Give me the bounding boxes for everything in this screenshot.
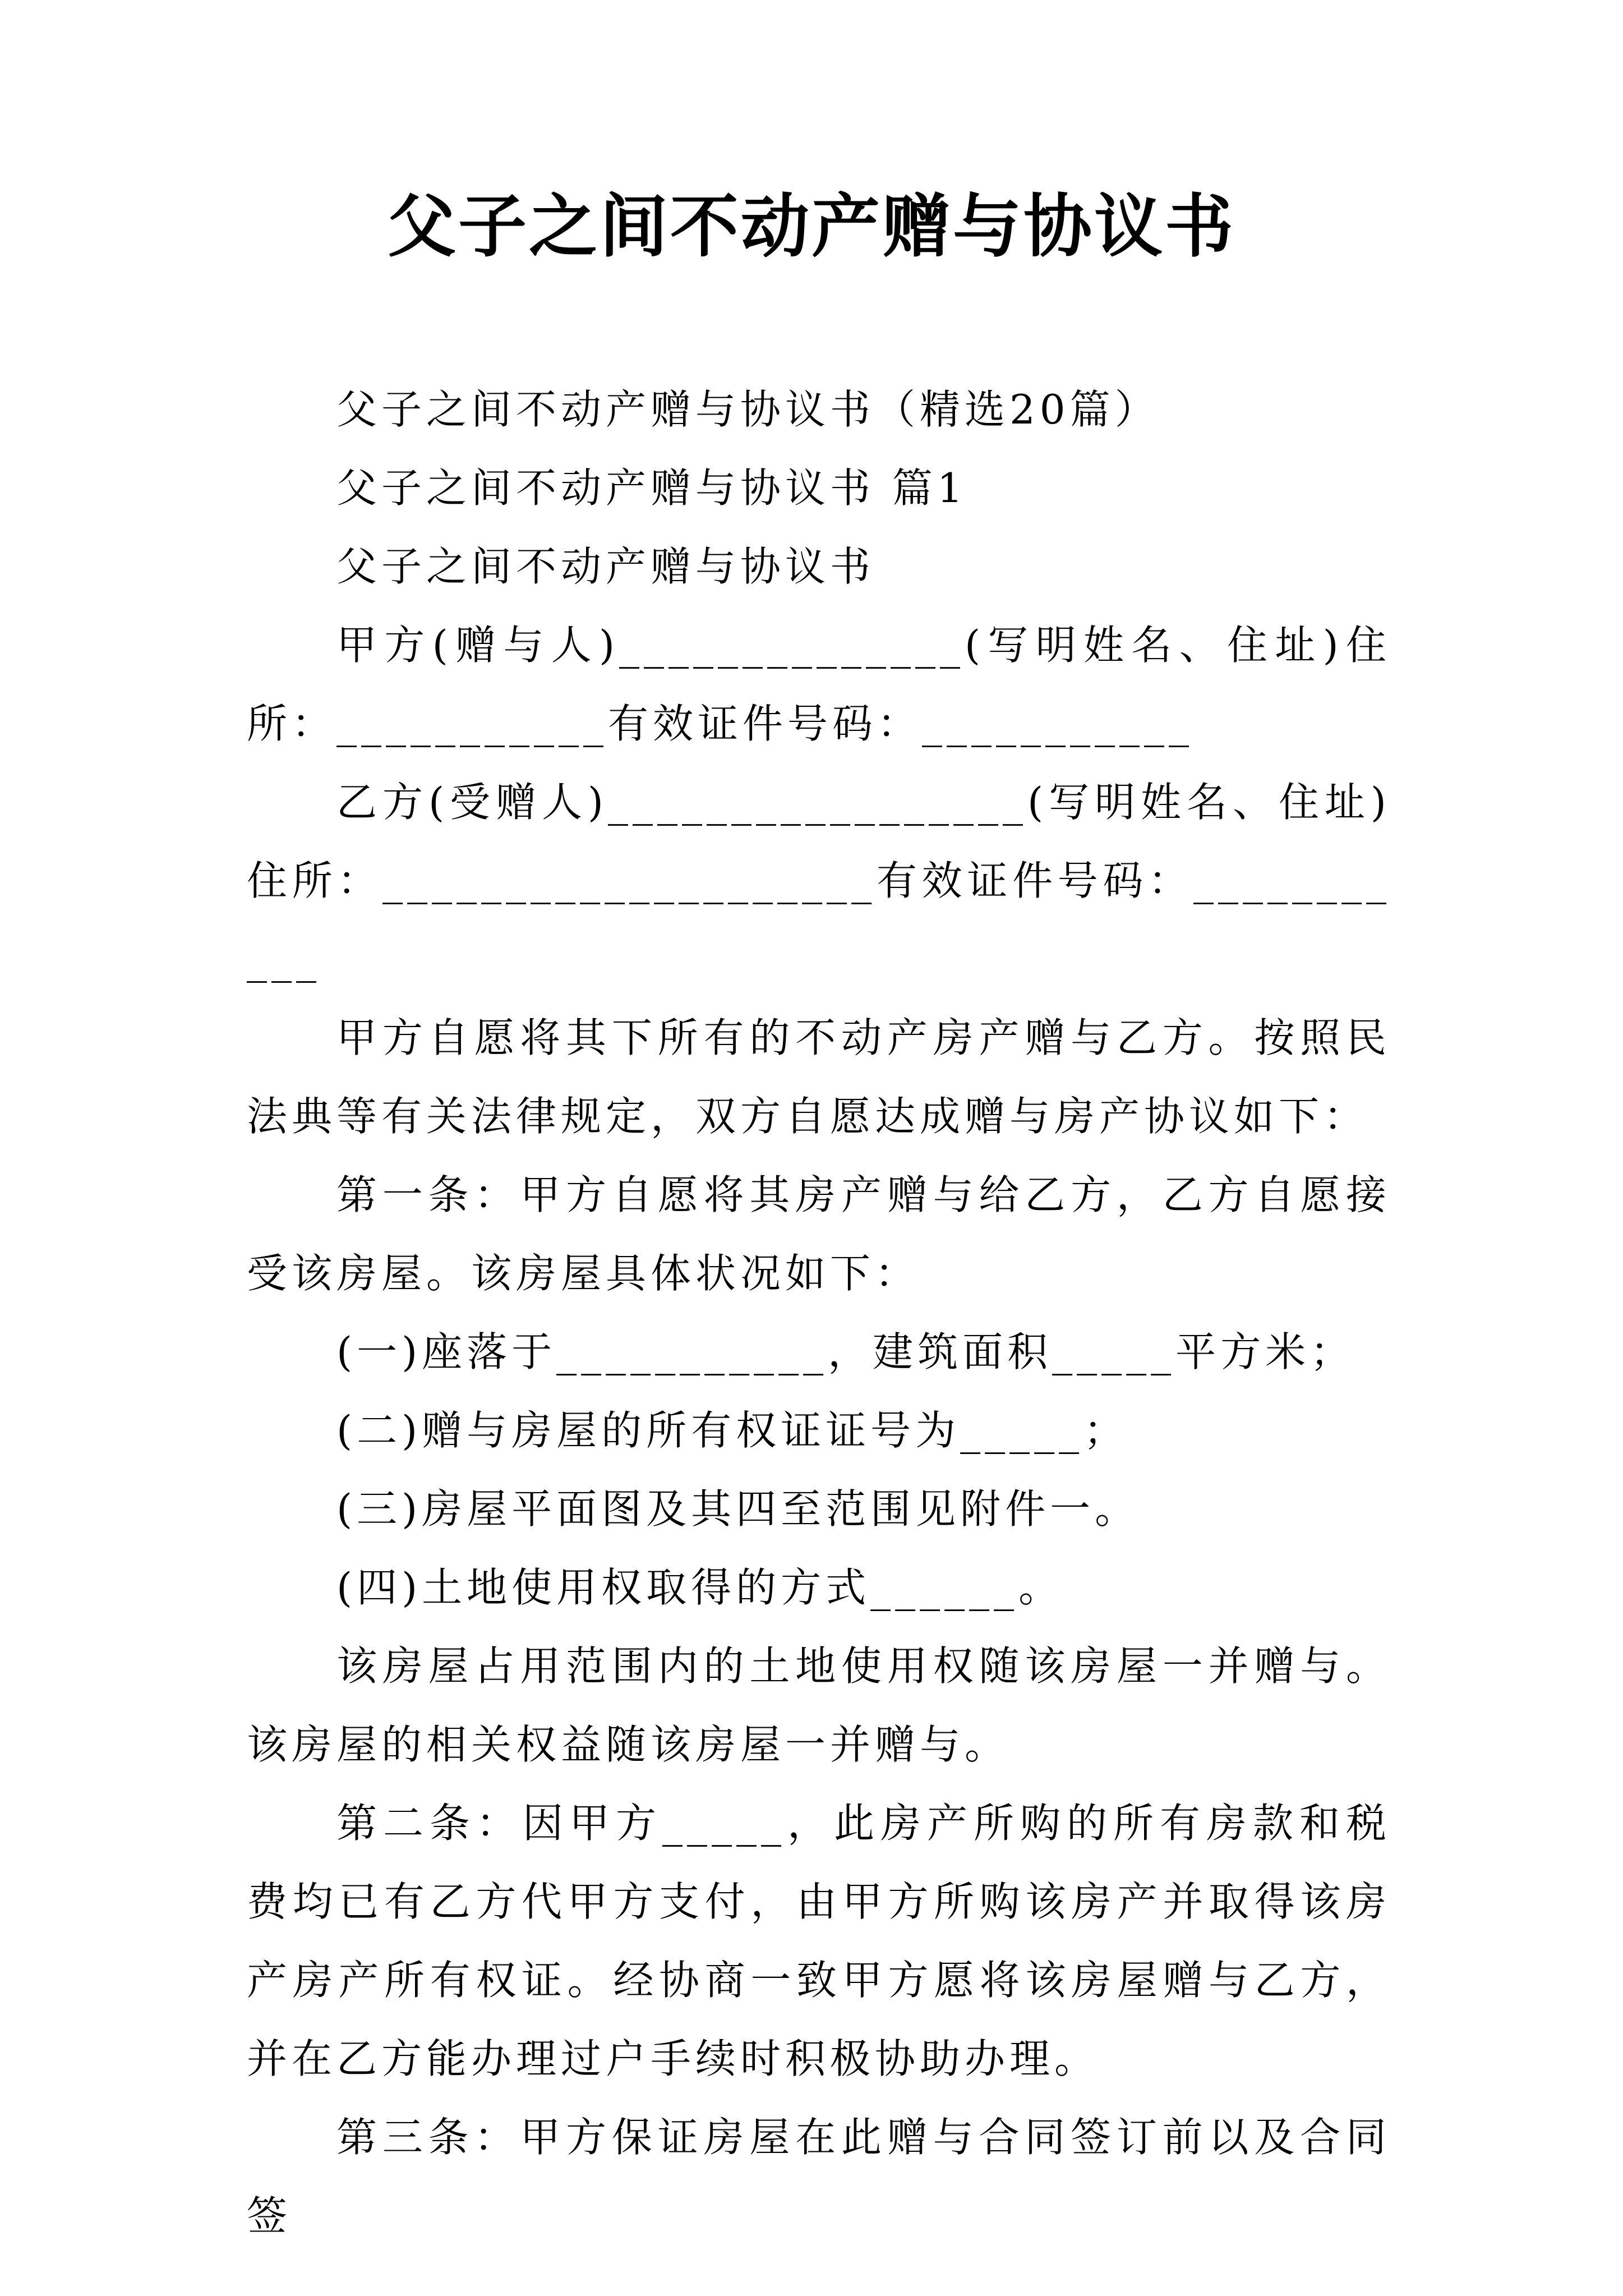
paragraph-item-2: (二)赠与房屋的所有权证证号为_____； — [336, 1407, 1129, 1454]
paragraph-item-4: (四)土地使用权取得的方式______。 — [336, 1564, 1064, 1611]
document-body — [247, 370, 1391, 2255]
paragraph-item-1: (一)座落于___________，建筑面积_____平方米； — [336, 1328, 1355, 1375]
paragraph-land-use: 该房屋占用范围内的土地使用权随该房屋一并赠与。该房屋的相关权益随该房屋一并赠与。 — [247, 1642, 1391, 1768]
paragraph-article-3: 第三条：甲方保证房屋在此赠与合同签订前以及合同签 — [247, 2114, 1391, 2239]
paragraph-section-heading: 父子之间不动产赠与协议书 篇1 — [336, 464, 967, 512]
paragraph-article-2: 第二条：因甲方_____，此房产所购的所有房款和税费均已有乙方代甲方支付，由甲方所购该房产并取得该房产房产所有权证。经协商一致甲方愿将该房屋赠与乙方，并在乙方能办理过户手续时积极协助办理。 — [247, 1800, 1391, 2082]
paragraph-party-b: 乙方(受赠人)_________________(写明姓名、住址)住所：____________________有效证件号码：___________ — [247, 779, 1391, 983]
paragraph-article-1: 第一条：甲方自愿将其房产赠与给乙方，乙方自愿接受该房屋。该房屋具体状况如下： — [247, 1171, 1391, 1297]
paragraph-agreement-name: 父子之间不动产赠与协议书 — [336, 543, 875, 590]
paragraph-subtitle: 父子之间不动产赠与协议书（精选20篇） — [336, 386, 1160, 433]
paragraph-item-3: (三)房屋平面图及其四至范围见附件一。 — [336, 1485, 1140, 1533]
paragraph-party-a: 甲方(赠与人)______________(写明姓名、住址)住所：___________有效证件号码：___________ — [247, 622, 1391, 747]
paragraph-preamble: 甲方自愿将其下所有的不动产房产赠与乙方。按照民法典等有关法律规定，双方自愿达成赠与房产协议如下： — [247, 1014, 1391, 1140]
document-title: 父子之间不动产赠与协议书 — [388, 186, 1235, 266]
